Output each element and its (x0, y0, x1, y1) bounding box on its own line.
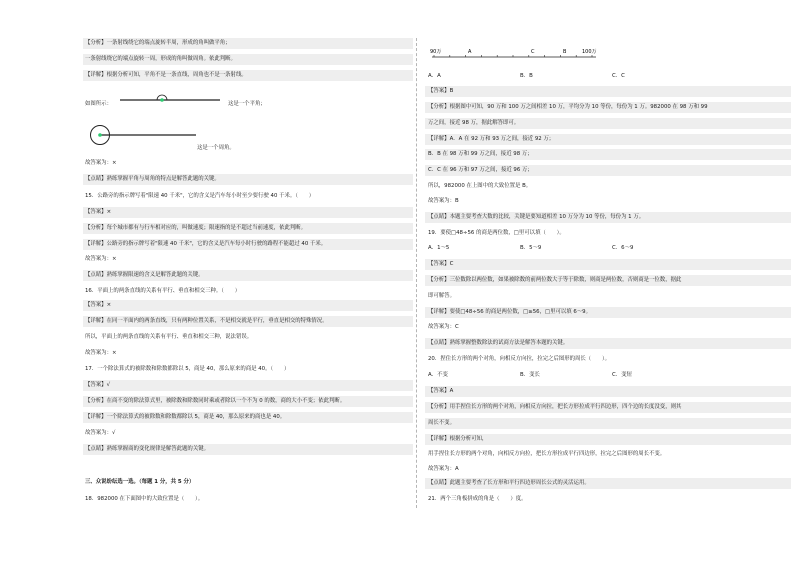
shade-analysis-20b (425, 418, 791, 429)
text-line: 【分析】三位数除以两位数，如果被除数的前两位数大于等于除数，则商是两位数，否则商是一位数，据此 (428, 277, 682, 283)
shade-answer-19 (425, 259, 791, 270)
tick-label-c: C (531, 49, 535, 55)
text-line: 【答案】B (428, 88, 454, 94)
text-line: 【详解】要使□48÷56 的商是两位数，□≥56，□里可以填 6～9。 (428, 309, 591, 315)
option-c: C．C (612, 73, 625, 79)
text-line: 所以，平面上的两条直线的关系有平行、垂直和相交三种，说法错误。 (85, 334, 253, 340)
section-heading: 三、众说纷纭选一选。（每题 1 分，共 5 分） (85, 479, 195, 485)
text-line: 所以，982000 在上图中的大致位置是 B。 (428, 183, 532, 189)
text-line: B．B 在 98 万和 99 万之间，接近 98 万； (428, 151, 533, 157)
vertex-point (160, 98, 164, 102)
text-line: 【详解】根据分析可知， (428, 436, 488, 442)
text-line: 如图所示： (85, 101, 112, 107)
text-line: 故答案为：× (85, 256, 117, 262)
question-20: 20．捏住长方形的两个对角，向相反方向拉，拉完之后图形的周长（ ）。 (428, 356, 611, 362)
text-line: 【详解】根据分析可知，平角不是一条直线，周角也不是一条射线。 (85, 72, 247, 78)
question-17: 17．一个除法算式的被除数和除数都除以 5，商是 40，那么原来的商是 40。（ ） (85, 366, 290, 372)
text-line: 【点睛】熟练掌握限速的含义是解答此题的关键。 (85, 272, 204, 278)
question-19: 19．要使□48÷56 的商是两位数，□里可以填（ ）。 (428, 230, 565, 236)
text-line: 【分析】用手捏住长方形的两个对角，向相反方向拉，把长方形拉成平行四边形，四个边的长度没变，则其 (428, 404, 682, 410)
text-line: 【详解】一个除法算式的被除数和除数都除以 5，商是 40，那么原来的商也是 40。 (85, 414, 286, 420)
vertex-point (98, 133, 102, 137)
text-line: 一条射线绕它的端点旋转一周，形成的角叫做周角。依此判断。 (85, 56, 236, 62)
shade-answer-20 (425, 386, 791, 397)
tick-label-90: 90万 (430, 49, 442, 55)
text-line: C．C 在 96 万和 97 万之间，接近 96 万； (428, 167, 533, 173)
option-a: A．1～5 (428, 245, 450, 251)
question-18: 18．982000 在下面图中的大致位置是（ ）。 (85, 496, 204, 502)
text-line: 【答案】A (428, 388, 454, 394)
number-line-figure (428, 44, 608, 64)
question-15: 15．公路旁的指示牌写着"限速 40 千米"，它的含义是汽车每小时至少要行驶 40 千米。（ ） (85, 193, 315, 199)
text-line: 【答案】√ (85, 382, 110, 388)
tick-label-a: A (468, 49, 472, 55)
text-line: 【分析】根据图中可知，90 万和 100 万之间相差 10 万，平均分为 10 等份，每份为 1 万。982000 在 98 万和 99 (428, 104, 708, 110)
option-c: C．变短 (612, 372, 632, 378)
text-line: 【点睛】熟练掌握商的变化规律是解答此题的关键。 (85, 446, 209, 452)
option-a: A．A (428, 73, 441, 79)
text-line: 【答案】C (428, 261, 454, 267)
text-line: 【点睛】熟练掌握平角与周角的特点是解答此题的关键。 (85, 176, 220, 182)
text-line: 【详解】A．A 在 92 万和 93 万之间，接近 92 万； (428, 136, 555, 142)
text-line: 【分析】在商不变的除法算式里，被除数和除数同时乘或者除以一个不为 0 的数，商的大小不变；依此判断。 (85, 398, 346, 404)
text-line: 【点睛】此题主要考查了长方形和平行四边形周长公式的灵活运用。 (428, 480, 590, 486)
text-line: 【点睛】熟练掌握整数除法的试商方法是解答本题的关键。 (428, 340, 569, 346)
right-column (420, 0, 794, 562)
full-angle-figure (84, 124, 204, 148)
tick-label-100: 100万 (582, 49, 597, 55)
shade-answer-17 (83, 380, 413, 391)
text-line: 故答案为：× (85, 350, 117, 356)
text-line: 故答案为：√ (85, 430, 116, 436)
column-divider (416, 38, 417, 508)
text-line: 故答案为：× (85, 160, 117, 166)
text-line: 故答案为：C (428, 324, 459, 330)
option-b: B．B (520, 73, 533, 79)
text-line: 【详解】公路旁的指示牌写着"限速 40 千米"，它的含义是汽车每小时行驶的路程不能超过 40 千米。 (85, 241, 327, 247)
text-line: 即可解答。 (428, 293, 455, 299)
text-line: 【分析】一条射线绕它的端点旋转半周，形成的角叫做平角； (85, 40, 231, 46)
option-a: A．不变 (428, 372, 448, 378)
text-line: 【点睛】本题主要考查大数的比较，关键是要知道相差 10 万分为 10 等份，每份为 1 万。 (428, 214, 645, 220)
option-b: B．5～9 (520, 245, 542, 251)
text-line: 【分析】每个城市都有与行车相对应的，叫做速度；限速指的是不超过当前速度，依此判断。 (85, 225, 307, 231)
text-line: 故答案为：A (428, 466, 459, 472)
text-line: 用手捏住长方形的两个对角，向相反方向拉，把长方形拉成平行四边形，拉完之后图形的周长不变。 (428, 451, 666, 457)
text-line: 周长不变。 (428, 420, 455, 426)
text-line: 【详解】在同一平面内的两条直线，只有两种位置关系，不是相交就是平行，垂直是相交的特殊情况。 (85, 318, 328, 324)
text-line: 万之间，接近 98 万，据此解答即可。 (428, 120, 520, 126)
question-16: 16．平面上的两条直线的关系有平行、垂直和相交三种。（ ） (85, 288, 241, 294)
straight-angle-figure (120, 92, 230, 112)
text-line: 【答案】× (85, 209, 112, 215)
text-line: 故答案为：B (428, 198, 459, 204)
shade-answer-15 (83, 207, 413, 218)
option-b: B．变长 (520, 372, 540, 378)
text-line: 【答案】× (85, 302, 112, 308)
shade-answer-16 (83, 300, 413, 311)
question-21: 21．两个三角板拼成的角是（ ）度。 (428, 496, 527, 502)
text-line: 这是一个平角； (228, 101, 266, 107)
text-line: 这是一个周角。 (197, 145, 235, 151)
option-c: C．6～9 (612, 245, 634, 251)
tick-label-b: B (563, 49, 567, 55)
shade-answer-18 (425, 86, 791, 97)
